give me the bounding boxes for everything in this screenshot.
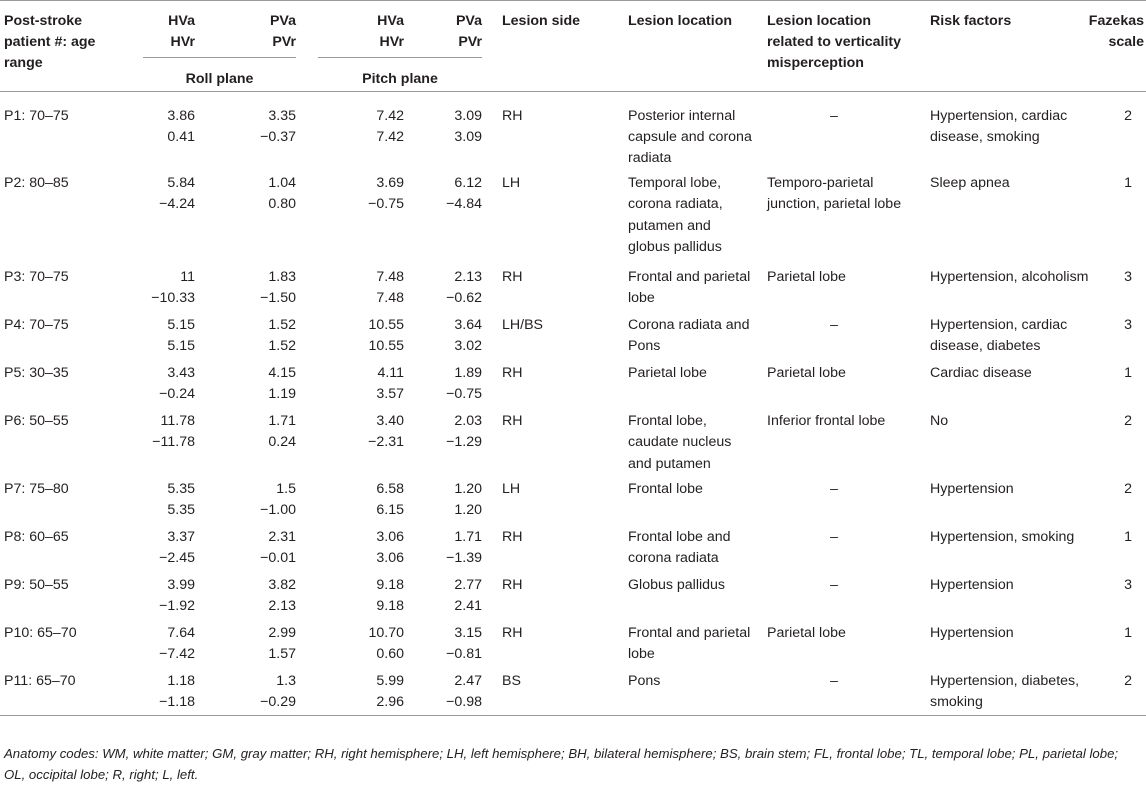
pitch-pv-cell: 3.15 −0.81 bbox=[446, 625, 482, 663]
table-row bbox=[0, 169, 1146, 263]
patient-cell: P3: 70–75 bbox=[4, 269, 69, 286]
lesion-side-cell: RH bbox=[502, 269, 523, 286]
roll-pv-cell: 1.04 0.80 bbox=[268, 175, 296, 213]
header-roll-plane-cell bbox=[121, 53, 296, 91]
lesion-related-cell: Parietal lobe bbox=[767, 269, 846, 286]
pitch-hv-cell: 7.48 7.48 bbox=[376, 269, 404, 307]
table-row bbox=[0, 523, 1146, 571]
header-pitch-hv: HVa HVr bbox=[377, 13, 404, 51]
pitch-hv-cell: 10.55 10.55 bbox=[368, 317, 404, 355]
roll-hv-cell: 11.78 −11.78 bbox=[152, 413, 195, 451]
pitch-hv-cell: 3.06 3.06 bbox=[376, 529, 404, 567]
roll-pv-cell: 4.15 1.19 bbox=[268, 365, 296, 403]
pitch-pv-cell: 2.03 −1.29 bbox=[446, 413, 482, 451]
header-roll-hv: HVa HVr bbox=[168, 13, 195, 51]
table-header bbox=[0, 1, 1146, 92]
pitch-pv-cell: 2.47 −0.98 bbox=[446, 673, 482, 711]
header-pitch-plane-cell bbox=[296, 53, 482, 91]
patient-cell: P9: 50–55 bbox=[4, 577, 69, 594]
roll-pv-cell: 1.5 −1.00 bbox=[260, 481, 296, 519]
risk-factors-cell: Hypertension, cardiac disease, diabetes bbox=[930, 317, 1068, 355]
table-row bbox=[0, 571, 1146, 619]
patient-cell: P1: 70–75 bbox=[4, 107, 69, 124]
risk-factors-cell: Hypertension, cardiac disease, smoking bbox=[930, 107, 1068, 145]
patient-cell: P6: 50–55 bbox=[4, 413, 69, 430]
lesion-side-cell: RH bbox=[502, 577, 523, 594]
lesion-location-cell: Frontal and parietal lobe bbox=[628, 625, 751, 663]
roll-pv-cell: 1.52 1.52 bbox=[268, 317, 296, 355]
lesion-side-cell: BS bbox=[502, 673, 521, 690]
header-pitch-pv: PVa PVr bbox=[455, 13, 482, 51]
lesion-location-cell: Posterior internal capsule and corona radiata bbox=[628, 107, 752, 167]
patient-cell: P11: 65–70 bbox=[4, 673, 76, 690]
pitch-pv-cell: 1.71 −1.39 bbox=[446, 529, 482, 567]
roll-hv-cell: 3.99 −1.92 bbox=[159, 577, 195, 615]
risk-factors-cell: Sleep apnea bbox=[930, 175, 1010, 192]
patient-cell: P4: 70–75 bbox=[4, 317, 69, 334]
table-row bbox=[0, 475, 1146, 523]
roll-hv-cell: 5.35 5.35 bbox=[167, 481, 195, 519]
pitch-hv-cell: 10.70 0.60 bbox=[368, 625, 404, 663]
fazekas-cell: 1 bbox=[1124, 365, 1132, 382]
pitch-pv-cell: 6.12 −4.84 bbox=[446, 175, 482, 213]
patient-cell: P8: 60–65 bbox=[4, 529, 69, 546]
header-pitch-plane: Pitch plane bbox=[318, 57, 482, 90]
lesion-location-cell: Globus pallidus bbox=[628, 577, 726, 594]
lesion-side-cell: LH/BS bbox=[502, 317, 544, 334]
lesion-related-cell: Temporo-parietal junction, parietal lobe bbox=[767, 175, 902, 213]
header-roll-plane: Roll plane bbox=[143, 57, 296, 90]
patient-cell: P2: 80–85 bbox=[4, 175, 69, 192]
table-row bbox=[0, 667, 1146, 716]
roll-hv-cell: 11 −10.33 bbox=[151, 269, 195, 307]
patient-cell: P10: 65–70 bbox=[4, 625, 77, 642]
roll-hv-cell: 3.37 −2.45 bbox=[159, 529, 195, 567]
header-roll-pv: PVa PVr bbox=[269, 13, 296, 51]
roll-hv-cell: 3.86 0.41 bbox=[167, 107, 195, 145]
table-row bbox=[0, 263, 1146, 311]
pitch-hv-cell: 7.42 7.42 bbox=[376, 107, 404, 145]
header-lesion-location: Lesion location bbox=[622, 1, 759, 92]
risk-factors-cell: Hypertension bbox=[930, 625, 1014, 642]
roll-pv-cell: 1.3 −0.29 bbox=[260, 673, 296, 711]
fazekas-cell: 1 bbox=[1124, 625, 1132, 642]
table-body bbox=[0, 91, 1146, 716]
fazekas-cell: 1 bbox=[1124, 175, 1132, 192]
risk-factors-cell: Hypertension, diabetes, smoking bbox=[930, 673, 1080, 711]
pitch-hv-cell: 4.11 3.57 bbox=[376, 365, 404, 403]
risk-factors-cell: Hypertension bbox=[930, 577, 1014, 594]
pitch-hv-cell: 5.99 2.96 bbox=[376, 673, 404, 711]
lesion-related-cell: Inferior frontal lobe bbox=[767, 413, 886, 430]
roll-pv-cell: 3.82 2.13 bbox=[268, 577, 296, 615]
lesion-side-cell: RH bbox=[502, 529, 523, 546]
table-row bbox=[0, 619, 1146, 667]
roll-hv-cell: 1.18 −1.18 bbox=[159, 673, 195, 711]
lesion-side-cell: LH bbox=[502, 481, 521, 498]
patient-cell: P7: 75–80 bbox=[4, 481, 69, 498]
lesion-related-cell: – bbox=[830, 673, 838, 690]
header-fazekas: Fazekas scale bbox=[1106, 1, 1146, 92]
table-row bbox=[0, 311, 1146, 359]
roll-pv-cell: 1.71 0.24 bbox=[268, 413, 296, 451]
lesion-location-cell: Frontal lobe bbox=[628, 481, 703, 498]
roll-pv-cell: 3.35 −0.37 bbox=[260, 107, 296, 145]
lesion-related-cell: Parietal lobe bbox=[767, 625, 846, 642]
pitch-hv-cell: 3.40 −2.31 bbox=[368, 413, 404, 451]
fazekas-cell: 1 bbox=[1124, 529, 1132, 546]
table-row bbox=[0, 407, 1146, 475]
risk-factors-cell: Hypertension bbox=[930, 481, 1014, 498]
fazekas-cell: 3 bbox=[1124, 269, 1132, 286]
risk-factors-cell: Hypertension, alcoholism bbox=[930, 269, 1089, 286]
pitch-hv-cell: 6.58 6.15 bbox=[376, 481, 404, 519]
roll-hv-cell: 7.64 −7.42 bbox=[159, 625, 195, 663]
roll-pv-cell: 1.83 −1.50 bbox=[260, 269, 296, 307]
lesion-location-cell: Temporal lobe, corona radiata, putamen and globus pallidus bbox=[628, 175, 723, 255]
pitch-pv-cell: 2.13 −0.62 bbox=[446, 269, 482, 307]
lesion-location-cell: Parietal lobe bbox=[628, 365, 707, 382]
patient-cell: P5: 30–35 bbox=[4, 365, 69, 382]
lesion-related-cell: Parietal lobe bbox=[767, 365, 846, 382]
lesion-related-cell: – bbox=[830, 529, 838, 546]
lesion-location-cell: Frontal lobe and corona radiata bbox=[628, 529, 731, 567]
roll-hv-cell: 5.84 −4.24 bbox=[159, 175, 195, 213]
pitch-pv-cell: 3.64 3.02 bbox=[454, 317, 482, 355]
fazekas-cell: 2 bbox=[1124, 673, 1132, 690]
fazekas-cell: 2 bbox=[1124, 481, 1132, 498]
roll-pv-cell: 2.31 −0.01 bbox=[260, 529, 296, 567]
header-lesion-related: Lesion location related to verticality misperception bbox=[759, 1, 920, 92]
risk-factors-cell: No bbox=[930, 413, 949, 430]
pitch-hv-cell: 9.18 9.18 bbox=[376, 577, 404, 615]
lesion-location-cell: Corona radiata and Pons bbox=[628, 317, 750, 355]
lesion-side-cell: RH bbox=[502, 365, 523, 382]
fazekas-cell: 2 bbox=[1124, 413, 1132, 430]
lesion-side-cell: RH bbox=[502, 625, 523, 642]
fazekas-cell: 3 bbox=[1124, 317, 1132, 334]
lesion-location-cell: Pons bbox=[628, 673, 661, 690]
table-row bbox=[0, 91, 1146, 169]
table-row bbox=[0, 359, 1146, 407]
pitch-pv-cell: 3.09 3.09 bbox=[454, 107, 482, 145]
lesion-related-cell: – bbox=[830, 317, 838, 334]
pitch-pv-cell: 2.77 2.41 bbox=[454, 577, 482, 615]
lesion-location-cell: Frontal lobe, caudate nucleus and putamen bbox=[628, 413, 732, 472]
lesion-related-cell: – bbox=[830, 481, 838, 498]
lesion-location-cell: Frontal and parietal lobe bbox=[628, 269, 751, 307]
header-risk-factors: Risk factors bbox=[920, 1, 1106, 92]
pitch-pv-cell: 1.20 1.20 bbox=[454, 481, 482, 519]
table-footnote: Anatomy codes: WM, white matter; GM, gray matter; RH, right hemisphere; LH, left hemisphere; BH, bilateral hemisphere; BS, brain stem; FL, frontal lobe; TL, temporal lobe; PL, parietal lobe; OL, occipital lobe; R, right; L, left. bbox=[4, 746, 1119, 782]
risk-factors-cell: Cardiac disease bbox=[930, 365, 1032, 382]
lesion-related-cell: – bbox=[830, 577, 838, 594]
fazekas-cell: 3 bbox=[1124, 577, 1132, 594]
lesion-side-cell: LH bbox=[502, 175, 521, 192]
fazekas-cell: 2 bbox=[1124, 107, 1132, 124]
roll-hv-cell: 5.15 5.15 bbox=[167, 317, 195, 355]
pitch-hv-cell: 3.69 −0.75 bbox=[368, 175, 404, 213]
lesion-side-cell: RH bbox=[502, 413, 523, 430]
risk-factors-cell: Hypertension, smoking bbox=[930, 529, 1075, 546]
roll-hv-cell: 3.43 −0.24 bbox=[159, 365, 195, 403]
pitch-pv-cell: 1.89 −0.75 bbox=[446, 365, 482, 403]
roll-pv-cell: 2.99 1.57 bbox=[268, 625, 296, 663]
lesion-related-cell: – bbox=[830, 107, 838, 124]
header-patient: Post-stroke patient #: age range bbox=[0, 1, 121, 92]
header-lesion-side: Lesion side bbox=[502, 1, 602, 92]
lesion-side-cell: RH bbox=[502, 107, 523, 124]
